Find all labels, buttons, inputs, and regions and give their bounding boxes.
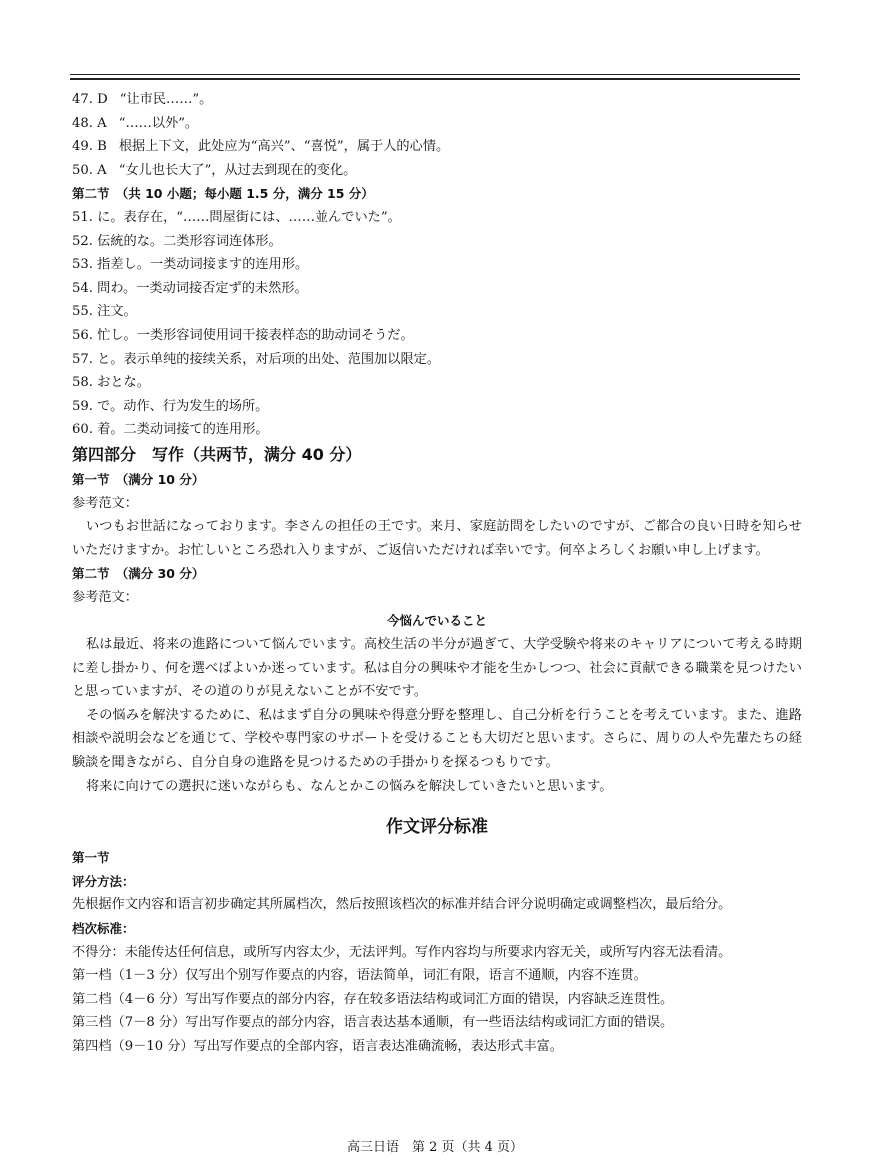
- part-title: 第四部分 写作（共两节，满分 40 分）: [72, 444, 362, 464]
- answer-item: 54. 問わ。一类动词接否定ず的未然形。: [72, 280, 308, 296]
- essay-title: 今悩んでいること: [386, 613, 487, 629]
- criteria-level: 第二档（4－6 分）写出写作要点的部分内容，存在较多语法结构或词汇方面的错误，内容缺乏连贯性。: [72, 991, 674, 1007]
- answer-item: 56. 忙し。一类形容词使用词干接表样态的助动词そうだ。: [72, 327, 414, 343]
- criteria-method-text: 先根据作文内容和语言初步确定其所属档次，然后按照该档次的标准并结合评分说明确定或调整档次，最后给分。: [72, 897, 732, 913]
- answer-item: [72, 88, 802, 112]
- sample-text: いつもお世話になっております。李さんの担任の王です。来月、家庭訪問をしたいのですが、ご都合の良い日時を知らせいただけますか。お忙しいところ恐れ入りますが、ご返信いただければ幸いです。何卒よろしくお願い申し上げます。: [72, 519, 802, 558]
- criteria-level: 第一档（1－3 分）仅写出个别写作要点的内容，语法简单，词汇有限，语言不通顺，内容不连贯。: [72, 968, 647, 984]
- answer-item: 60. 着。二类动词接て的连用形。: [72, 422, 269, 438]
- answer-item: 53. 指差し。一类动词接ます的连用形。: [72, 257, 309, 273]
- answer-item: [72, 159, 802, 183]
- criteria-level: 第三档（7－8 分）写出写作要点的部分内容，语言表达基本通顺，有一些语法结构或词汇方面的错误。: [72, 1015, 674, 1031]
- answer-number: 47. D: [72, 92, 108, 107]
- criteria-method-label: 评分方法：: [72, 873, 135, 889]
- section-heading: 第一节 （满分 10 分）: [72, 471, 205, 487]
- essay-paragraph: その悩みを解決するために、私はまず自分の興味や得意分野を整理し、自己分析を行うことを考えています。また、進路相談や説明会などを通じて、学校や専門家のサポートを受けることも大切だと思います。さらに、周りの人や先輩たちの経験談を聞きながら、自分自身の進路を見つけるための手掛かりを探るつもりです。: [72, 707, 802, 771]
- sample-label: 参考范文：: [72, 495, 138, 511]
- criteria-level: 第四档（9－10 分）写出写作要点的全部内容，语言表达准确流畅，表达形式丰富。: [72, 1038, 563, 1054]
- answer-item: 51. に。表存在，“……問屋街には、……並んでいた”。: [72, 209, 401, 225]
- essay-paragraph: 私は最近、将来の進路について悩んでいます。高校生活の半分が過ぎて、大学受験や将来のキャリアについて考える時期に差し掛かり、何を選べばよいか迷っています。私は自分の興味や才能を生かしつつ、社会に貢献できる職業を見つけたいと思っていますが、その道のりが見えないことが不安です。: [72, 637, 802, 700]
- sample-label: 参考范文：: [72, 589, 138, 605]
- page-footer: 高三日语 第 2 页（共 4 页）: [346, 1140, 524, 1155]
- criteria-level: 不得分：未能传达任何信息，或所写内容太少，无法评判。写作内容均与所要求内容无关，或所写内容无法看清。: [72, 944, 732, 960]
- header-rule-thick: [70, 78, 800, 80]
- essay-paragraph: 将来に向けての選択に迷いながらも、なんとかこの悩みを解決していきたいと思います。: [86, 778, 613, 794]
- answer-item: [72, 135, 802, 159]
- header-rule-thin: [70, 74, 800, 75]
- answer-explanation: 根据上下文，此处应为“高兴”、“喜悦”，属于人的心情。: [118, 139, 450, 155]
- answer-explanation: “女儿也长大了”，从过去到现在的变化。: [118, 162, 357, 178]
- page-content: [72, 88, 802, 1059]
- criteria-section: 第一节: [72, 850, 110, 866]
- answer-number: 50. A: [72, 162, 107, 178]
- answer-number: 48. A: [72, 115, 107, 131]
- answer-item: [72, 112, 802, 136]
- answer-item: 55. 注文。: [72, 304, 137, 320]
- criteria-title: 作文评分标准: [386, 817, 488, 838]
- answer-explanation: “……以外”。: [118, 115, 199, 131]
- answer-item: 57. と。表示单纯的接续关系，对后项的出处、范围加以限定。: [72, 351, 441, 367]
- answer-item: 58. おとな。: [72, 375, 150, 391]
- answer-number: 49. B: [72, 139, 107, 155]
- section-heading: 第二节 （满分 30 分）: [72, 566, 205, 582]
- criteria-levels-label: 档次标准：: [72, 921, 135, 936]
- answer-item: 52. 伝統的な。二类形容词连体形。: [72, 233, 282, 249]
- answer-explanation: “让市民……”。: [119, 92, 213, 107]
- section-heading: 第二节 （共 10 小题；每小题 1.5 分，满分 15 分）: [72, 186, 374, 202]
- answer-item: 59. で。动作、行为发生的场所。: [72, 398, 269, 414]
